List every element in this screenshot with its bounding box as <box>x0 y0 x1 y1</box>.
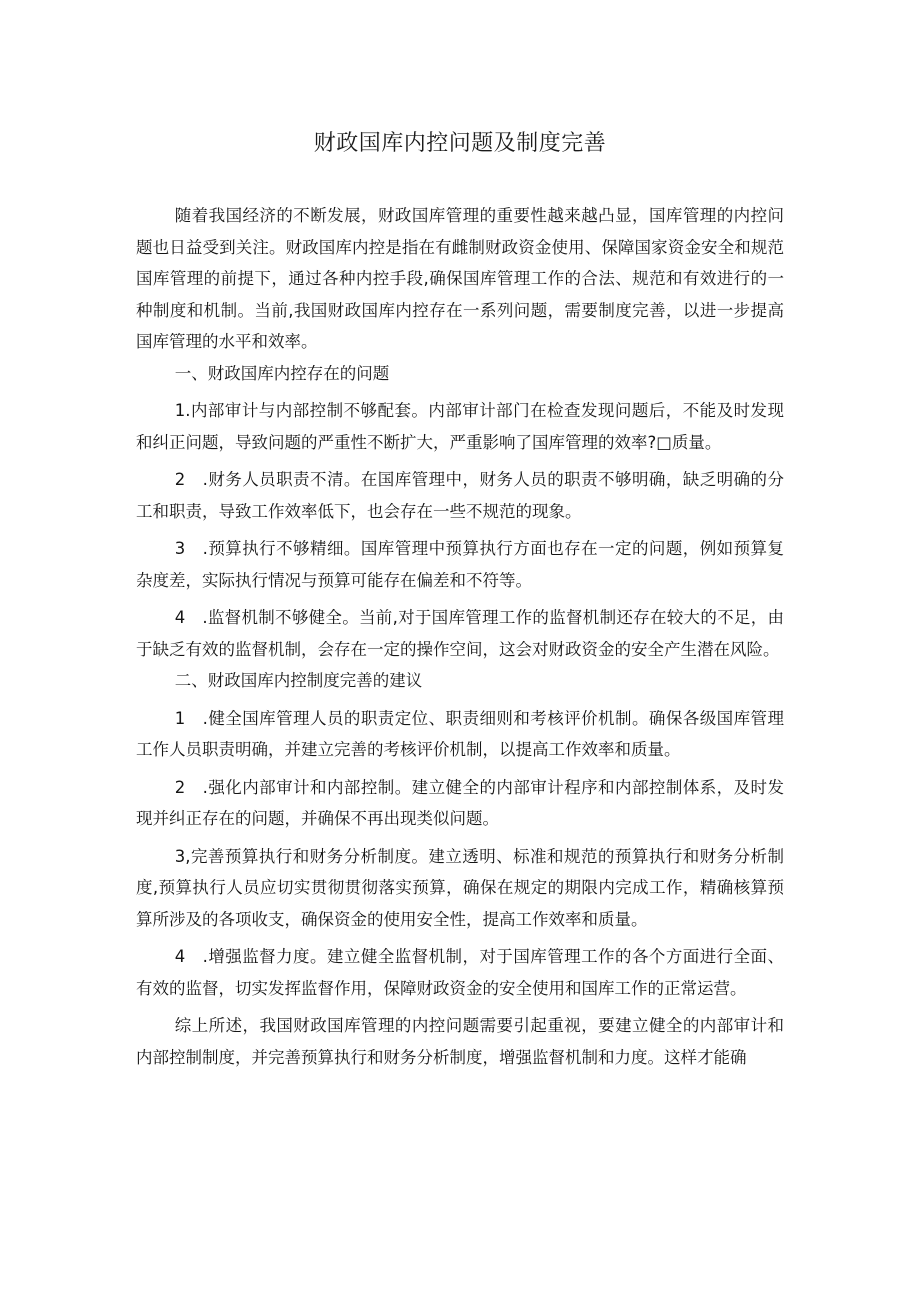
conclusion-paragraph: 综上所述，我国财政国库管理的内控问题需要引起重视，要建立健全的内部审计和内部控制制度，并完善预算执行和财务分析制度，增强监督机制和力度。这样才能确 <box>136 1016 784 1067</box>
section-heading-problems: 一、财政国库内控存在的问题 <box>174 363 390 383</box>
suggestion-item-1: 1 .健全国库管理人员的职责定位、职责细则和考核评价机制。确保各级国库管理工作人员职责明确，并建立完善的考核评价机制，以提高工作效率和质量。 <box>136 708 784 759</box>
section-heading-suggestions: 二、财政国库内控制度完善的建议 <box>174 671 423 690</box>
problem-item-3: 3 .预算执行不够精细。国库管理中预算执行方面也存在一定的问题，例如预算复杂度差，实际执行情况与预算可能存在偏差和不符等。 <box>136 539 784 590</box>
problem-item-1: 1.内部审计与内部控制不够配套。内部审计部门在检查发现问题后，不能及时发现和纠正问题，导致问题的严重性不断扩大，严重影响了国库管理的效率?□质量。 <box>136 401 784 452</box>
intro-paragraph: 随着我国经济的不断发展，财政国库管理的重要性越来越凸显，国库管理的内控问题也日益受到关注。财政国库内控是指在有雌制财政资金使用、保障国家资金安全和规范国库管理的前提下，通过各种内控手段,确保国库管理工作的合法、规范和有效进行的一种制度和机制。当前,我国财政国库内控存在一系列问题，需要制度完善，以进一步提高国库管理的水平和效率。 <box>136 206 784 351</box>
document-body <box>136 200 784 1073</box>
suggestion-item-2: 2 .强化内部审计和内部控制。建立健全的内部审计程序和内部控制体系，及时发现并纠正存在的问题，并确保不再出现类似问题。 <box>136 777 784 828</box>
problem-item-4: 4 .监督机制不够健全。当前,对于国库管理工作的监督机制还存在较大的不足，由于缺乏有效的监督机制，会存在一定的操作空间，这会对财政资金的安全产生潜在风险。 <box>136 608 784 659</box>
suggestion-item-3: 3,完善预算执行和财务分析制度。建立透明、标准和规范的预算执行和财务分析制度,预算执行人员应切实贯彻贯彻落实预算，确保在规定的期限内完成工作，精确核算预算所涉及的各项收支，确保资金的使用安全性，提高工作效率和质量。 <box>136 846 784 929</box>
document-title: 财政国库内控问题及制度完善 <box>313 131 607 156</box>
problem-item-2: 2 .财务人员职责不清。在国库管理中，财务人员的职责不够明确，缺乏明确的分工和职责，导致工作效率低下，也会存在一些不规范的现象。 <box>136 470 784 521</box>
suggestion-item-4: 4 .增强监督力度。建立健全监督机制，对于国库管理工作的各个方面进行全面、有效的监督，切实发挥监督作用，保障财政资金的安全使用和国库工作的正常运营。 <box>136 947 784 998</box>
